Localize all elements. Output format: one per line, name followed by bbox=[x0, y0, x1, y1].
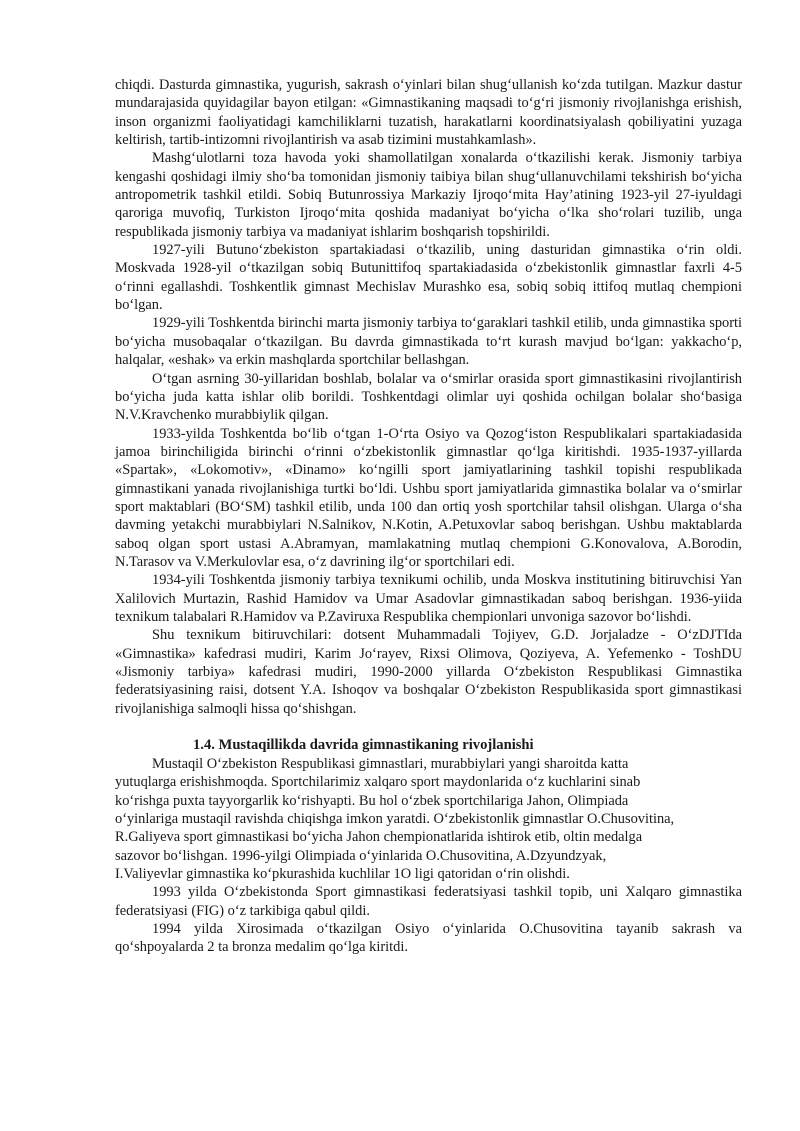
section-heading: 1.4. Mustaqillikda davrida gimnastikaning rivojlanishi bbox=[193, 737, 534, 754]
body-paragraph: 1927-yili Butuno‘zbekiston spartakiadasi o‘tkazilib, uning dasturidan gimnastika o‘rin oldi. Moskvada 1928-yil o‘tkazilgan sobiq Butunittifoq spartakiadasida o‘zbekistonlik gimnastlar faxrli 4-5 o‘rinni egallashdi. Toshkentlik gimnast Mechislav Murashko esa, sobiq sobiq ittifoq mutlaq chempioni bo‘lgan. bbox=[115, 242, 742, 314]
body-paragraph: O‘tgan asrning 30-yillaridan boshlab, bolalar va o‘smirlar orasida sport gimnastikasini rivojlantirish bo‘yicha juda katta ishlar olib borildi. Toshkentdagi olimlar uyi qoshida ochilgan bolalar sho‘basiga N.V.Kravchenko murabbiylik qilgan. bbox=[115, 370, 742, 424]
intro-line: o‘yinlariga mustaqil ravishda chiqishga imkon yaratdi. O‘zbekistonlik gimnastlar O.Chusovitina, bbox=[115, 811, 675, 828]
body-paragraph: 1994 yilda Xirosimada o‘tkazilgan Osiyo o‘yinlarida O.Chusovitina tayanib sakrash va qo‘shpoyalarda 2 ta bronza medalim qo‘lga kiritdi. bbox=[115, 921, 742, 956]
section-intro bbox=[115, 755, 742, 883]
body-paragraph: 1929-yili Toshkentda birinchi marta jismoniy tarbiya to‘garaklari tashkil etilib, unda gimnastika sporti bo‘yicha musobaqalar o‘tkazilgan. Bu davrda gimnastikada to‘rt kurash mavjud bo‘lgan: yakkacho‘p, halqalar, «eshak» va erkin mashqlarda sportchilar bellashgan. bbox=[115, 315, 742, 369]
body-paragraph: Shu texnikum bitiruvchilari: dotsent Muhammadali Tojiyev, G.D. Jorjaladze - O‘zDJTIda «Gimnastika» kafedrasi mudiri, Karim Jo‘rayev, Rixsi Olimova, Qoziyeva, A. Yefemenko - ToshDU «Jismoniy tarbiya» kafedrasi mudiri, 1990-2000 yillarda O‘zbekiston Respublikasi Gimnastika federatsiyasining raisi, dotsent Y.A. Ishoqov va boshqalar O‘zbekiston Respublikasida sport gimnastikasi rivojlanishiga salmoqli hissa qo‘shishgan. bbox=[115, 627, 742, 717]
intro-line: yutuqlarga erishishmoqda. Sportchilarimiz xalqaro sport maydonlarida o‘z kuchlarini sinab bbox=[115, 774, 641, 791]
intro-line: I.Valiyevlar gimnastika ko‘pkurashida kuchlilar 1O ligi qatoridan o‘rin olishdi. bbox=[115, 866, 570, 883]
intro-line: sazovor bo‘lishgan. 1996-yilgi Olimpiada o‘yinlarida O.Chusovitina, A.Dzyundzyak, bbox=[115, 847, 607, 864]
intro-line: R.Galiyeva sport gimnastikasi bo‘yicha Jahon chempionatlarida ishtirok etib, oltin medalga bbox=[115, 829, 643, 846]
body-paragraph: 1993 yilda O‘zbekistonda Sport gimnastikasi federatsiyasi tashkil topib, uni Xalqaro gimnastika federatsiyasi (FIG) o‘z tarkibiga qabul qildi. bbox=[115, 884, 742, 919]
body-paragraph: 1933-yilda Toshkentda bo‘lib o‘tgan 1-O‘rta Osiyo va Qozog‘iston Respublikalari spartakiadasida jamoa birinchiligida birinchi o‘rinni o‘zbekistonlik gimnastlar qo‘lga kiritishdi. 1935-1937-yillarda «Spartak», «Lokomotiv», «Dinamo» ko‘ngilli sport jamiyatlarining tashkil topishi respublikada gimnastikani yanada rivojlanishiga turtki bo‘ldi. Ushbu sport jamiyatlarida gimnastika bolalar va o‘smirlar sport maktablari (BO‘SM) tashkil etilib, unda 100 dan ortiq yosh sportchilar tahsil olishgan. Ularga o‘sha davming yetakchi murabbiylari N.Salnikov, N.Kotin, A.Petuxovlar saboq berishgan. Ushbu maktablarda saboq olgan sport ustasi A.Abramyan, mamlakatning mutlaq chempioni G.Konovalova, A.Borodin, N.Tarasov va V.Merkulovlar esa, o‘z davrining ilg‘or sportchilari edi. bbox=[115, 425, 742, 570]
body-paragraph: chiqdi. Dasturda gimnastika, yugurish, sakrash o‘yinlari bilan shug‘ullanish ko‘zda tutilgan. Mazkur dastur mundarajasida quyidagilar bayon etilgan: «Gimnastikaning maqsadi to‘g‘ri jismoniy rivojlanishga erishish, inson organizmi faoliyatidagi kamchiliklarni tuzatish, harakatlarni koordinatsiyalash qobiliyatini yuzaga keltirish, tartib-intizomni rivojlantirish va asab tizimini mustahkamlash». bbox=[115, 77, 742, 149]
intro-line: ko‘rishga puxta tayyorgarlik ko‘rishyapti. Bu hol o‘zbek sportchilariga Jahon, Olimpiada bbox=[115, 792, 629, 809]
document-page bbox=[115, 76, 742, 957]
body-paragraph: 1934-yili Toshkentda jismoniy tarbiya texnikumi ochilib, unda Moskva institutining bitiruvchisi Yan Xalilovich Murtazin, Rashid Hamidov va Umar Asadovlar gimnastikadan saboq berishgan. 1936-yiida texnikum talabalari R.Hamidov va P.Zaviruxa Respublika chempionlari unvoniga sazovor bo‘lishdi. bbox=[115, 572, 742, 625]
intro-line: Mustaqil O‘zbekiston Respublikasi gimnastlari, murabbiylari yangi sharoitda katta bbox=[152, 756, 629, 773]
body-paragraph: Mashg‘ulotlarni toza havoda yoki shamollatilgan xonalarda o‘tkazilishi kerak. Jismoniy tarbiya kengashi qoshidagi ilmiy sho‘ba tomonidan jismoniy taibiya bilan shug‘ullanuvchilami tekshirish bo‘yicha antropometrik tashkil etildi. Sobiq Butunrossiya Markaziy Ijroqo‘mita Hay’atining 1923-yil 27-iyuldagi qaroriga muvofiq, Turkiston Ijroqo‘mita qoshida madaniyat bo‘yicha o‘lka sho‘rolari tuzilib, unga respublikada jismoniy tarbiya va madaniyat ishlarim boshqarish topshirildi. bbox=[115, 150, 742, 240]
